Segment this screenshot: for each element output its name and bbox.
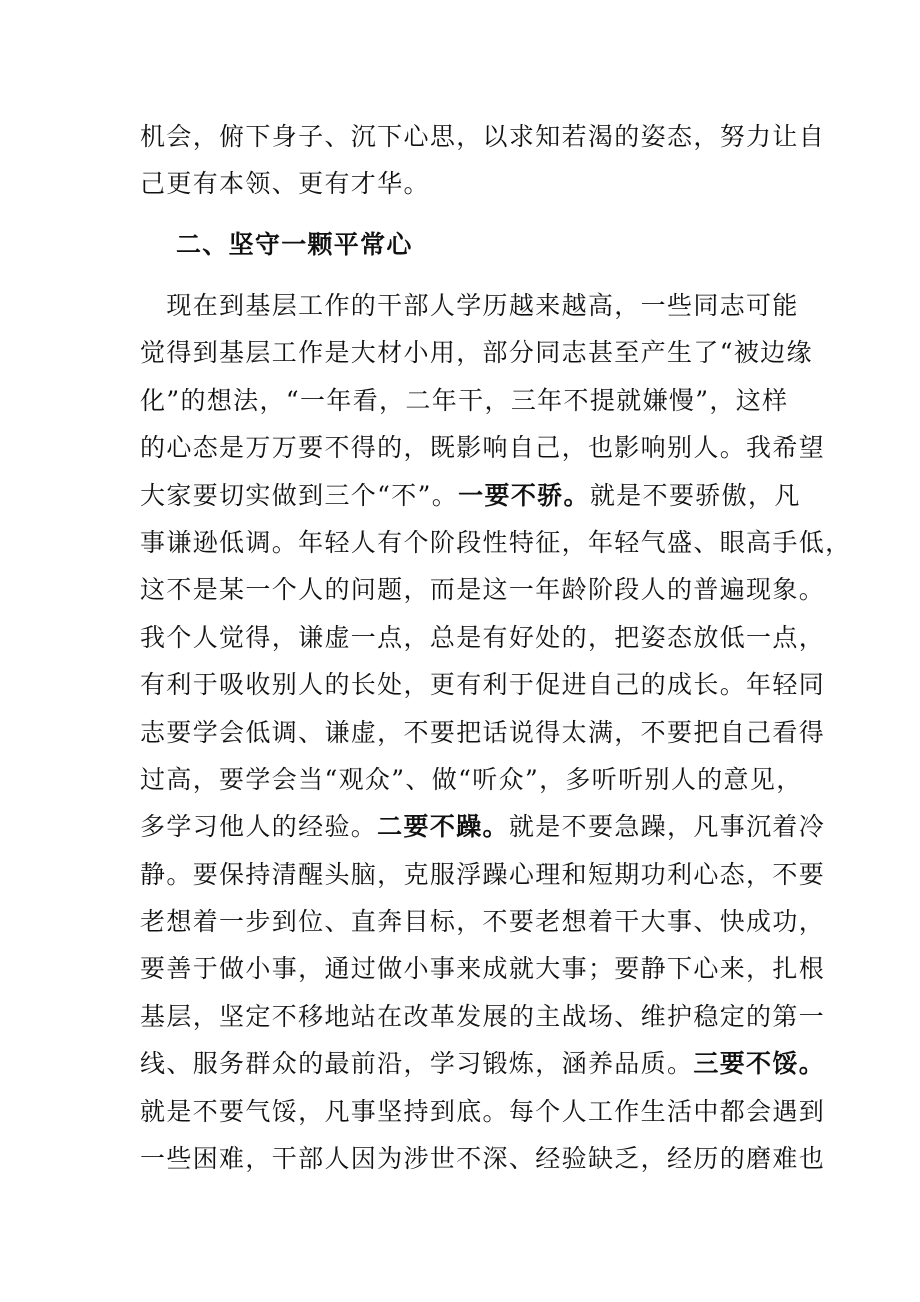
text-line (140, 803, 826, 850)
text-line (140, 1040, 826, 1087)
text-segment: 我个人觉得，谦虚一点，总是有好处的，把姿态放低一点， (140, 622, 826, 652)
text-line (140, 709, 826, 756)
text-line (140, 851, 826, 898)
text-line (140, 424, 826, 471)
text-segment: 这不是某一个人的问题，而是这一年龄阶段人的普遍现象。 (140, 575, 826, 605)
text-line (140, 472, 801, 519)
text-line (140, 756, 803, 803)
text-line (140, 1088, 826, 1135)
text-line (140, 993, 826, 1040)
text-line (140, 566, 826, 613)
text-segment: 就是不要急躁，凡事沉着冷 (508, 812, 826, 842)
text-line (140, 945, 826, 992)
bold-point-2: 二要不躁。 (377, 812, 509, 842)
text-segment: 就是不要骄傲，凡 (589, 480, 801, 510)
section-heading: 二、坚守一颗平常心 (176, 230, 413, 259)
text-segment: 有利于吸收别人的长处，更有利于促进自己的成长。年轻同 (140, 670, 826, 700)
text-line (140, 614, 826, 661)
text-line (140, 377, 789, 424)
text-segment: 觉得到基层工作是大材小用，部分同志甚至产生了“被边缘 (140, 338, 813, 368)
text-segment: 现在到基层工作的干部人学历越来越高，一些同志可能 (140, 291, 799, 320)
text-line (140, 329, 813, 376)
text-segment: 线、服务群众的最前沿，学习锻炼，涵养品质。 (140, 1049, 694, 1079)
text-segment: 静。要保持清醒头脑，克服浮躁心理和短期功利心态，不要 (140, 859, 826, 889)
text-segment: 一些困难，干部人因为涉世不深、经验缺乏，经历的磨难也 (140, 1144, 826, 1174)
text-segment: 要善于做小事，通过做小事来成就大事；要静下心来，扎根 (140, 954, 826, 984)
text-segment: 大家要切实做到三个“不”。 (140, 480, 459, 510)
text-line (140, 1135, 826, 1182)
text-line (140, 519, 852, 566)
text-segment: 基层，坚定不移地站在改革发展的主战场、维护稳定的第一 (140, 1001, 826, 1031)
text-segment: 的心态是万万要不得的，既影响自己，也影响别人。我希望 (140, 433, 826, 463)
text-line: 机会，俯下身子、沉下心思，以求知若渴的姿态，努力让自 (140, 122, 826, 151)
text-line: 己更有本领、更有才华。 (140, 169, 430, 199)
text-segment: 多学习他人的经验。 (140, 812, 378, 842)
body-paragraph (140, 282, 852, 1182)
intro-paragraph (140, 113, 826, 208)
text-line (140, 282, 799, 329)
text-line (140, 661, 826, 708)
text-segment: 事谦逊低调。年轻人有个阶段性特征，年轻气盛、眼高手低， (140, 527, 852, 557)
bold-point-3: 三要不馁。 (693, 1049, 826, 1079)
bold-point-1: 一要不骄。 (458, 480, 590, 510)
text-segment: 志要学会低调、谦虚，不要把话说得太满，不要把自己看得 (140, 717, 826, 747)
text-segment: 老想着一步到位、直奔目标，不要老想着干大事、快成功， (140, 907, 826, 937)
text-line (140, 898, 826, 945)
text-segment: 化”的想法，“一年看，二年干，三年不提就嫌慢”，这样 (140, 385, 789, 415)
text-segment: 过高，要学会当“观众”、做“听众”，多听听别人的意见， (140, 764, 803, 794)
text-segment: 就是不要气馁，凡事坚持到底。每个人工作生活中都会遇到 (140, 1096, 826, 1126)
